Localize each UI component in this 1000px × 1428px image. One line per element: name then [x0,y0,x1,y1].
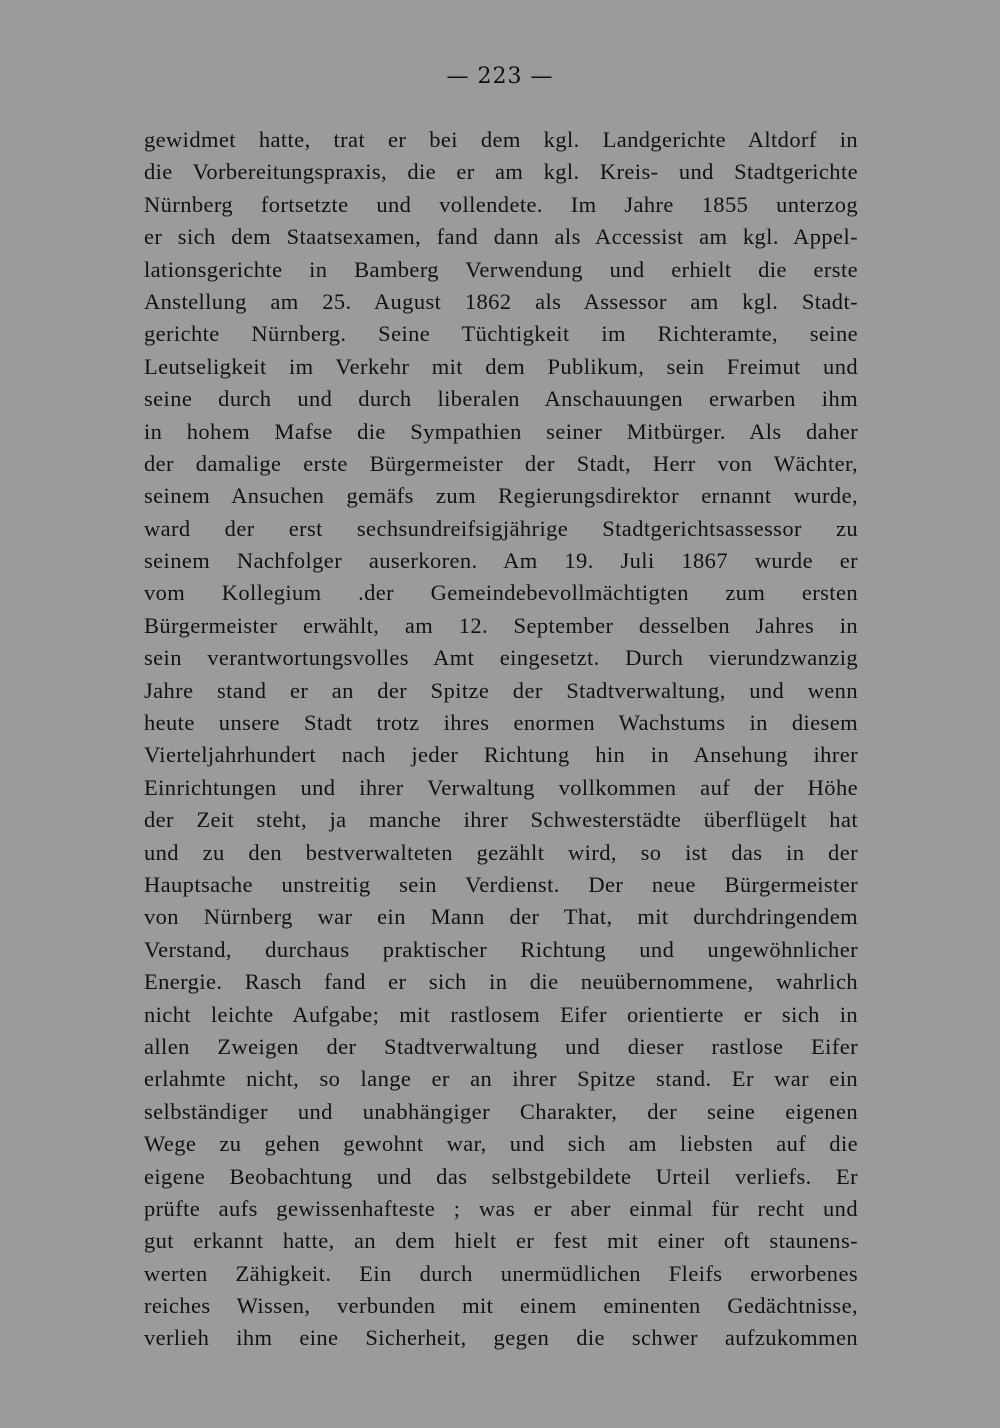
text-line: er sich dem Staatsexamen, fand dann als Accessist am kgl. Appel- [144,224,858,250]
text-line: Vierteljahrhundert nach jeder Richtung hin in Ansehung ihrer [144,742,858,768]
text-line: in hohem Mafse die Sympathien seiner Mitbürger. Als daher [144,418,858,444]
text-line: Leutseligkeit im Verkehr mit dem Publikum, sein Freimut und [144,353,858,379]
text-line: die Vorbereitungspraxis, die er am kgl. Kreis- und Stadtgerichte [144,159,858,185]
text-line: seinem Nachfolger auserkoren. Am 19. Juli 1867 wurde er [144,548,858,574]
text-line: und zu den bestverwalteten gezählt wird, so ist das in der [144,839,858,865]
body-text [144,124,858,1355]
text-line: selbständiger und unabhängiger Charakter, der seine eigenen [144,1098,858,1124]
text-line: Nürnberg fortsetzte und vollendete. Im Jahre 1855 unterzog [144,191,858,217]
text-line: nicht leichte Aufgabe; mit rastlosem Eifer orientierte er sich in [144,1001,858,1027]
text-line: Anstellung am 25. August 1862 als Assessor am kgl. Stadt- [144,288,858,314]
text-line: seinem Ansuchen gemäfs zum Regierungsdirektor ernannt wurde, [144,483,858,509]
text-line: Hauptsache unstreitig sein Verdienst. Der neue Bürgermeister [144,871,858,897]
text-line: Einrichtungen und ihrer Verwaltung vollkommen auf der Höhe [144,774,858,800]
text-line: heute unsere Stadt trotz ihres enormen Wachstums in diesem [144,710,858,736]
text-line: lationsgerichte in Bamberg Verwendung und erhielt die erste [144,256,858,282]
text-line: Wege zu gehen gewohnt war, und sich am liebsten auf die [144,1131,858,1157]
text-line: gut erkannt hatte, an dem hielt er fest mit einer oft staunens- [144,1228,858,1254]
text-line: der Zeit steht, ja manche ihrer Schwesterstädte überflügelt hat [144,807,858,833]
text-line: Energie. Rasch fand er sich in die neuübernommene, wahrlich [144,969,858,995]
text-line: eigene Beobachtung und das selbstgebildete Urteil verliefs. Er [144,1163,858,1189]
text-line: ward der erst sechsundreifsigjährige Stadtgerichtsassessor zu [144,515,858,541]
text-line: Bürgermeister erwählt, am 12. September desselben Jahres in [144,612,858,638]
page-number: — 223 — [446,64,554,89]
text-line: Jahre stand er an der Spitze der Stadtverwaltung, und wenn [144,677,858,703]
text-line: Verstand, durchaus praktischer Richtung und ungewöhnlicher [144,936,858,962]
text-line: allen Zweigen der Stadtverwaltung und dieser rastlose Eifer [144,1033,858,1059]
text-line: gerichte Nürnberg. Seine Tüchtigkeit im Richteramte, seine [144,321,858,347]
text-line: reiches Wissen, verbunden mit einem eminenten Gedächtnisse, [144,1293,858,1319]
text-line: sein verantwortungsvolles Amt eingesetzt. Durch vierundzwanzig [144,645,858,671]
text-line: erlahmte nicht, so lange er an ihrer Spitze stand. Er war ein [144,1066,858,1092]
text-line: vom Kollegium .der Gemeindebevollmächtigten zum ersten [144,580,858,606]
text-line: seine durch und durch liberalen Anschauungen erwarben ihm [144,386,858,412]
text-line: von Nürnberg war ein Mann der That, mit durchdringendem [144,904,858,930]
text-line: prüfte aufs gewissenhafteste ; was er aber einmal für recht und [144,1195,858,1221]
text-line: der damalige erste Bürgermeister der Stadt, Herr von Wächter, [144,450,858,476]
text-line: werten Zähigkeit. Ein durch unermüdlichen Fleifs erworbenes [144,1260,858,1286]
text-line: verlieh ihm eine Sicherheit, gegen die schwer aufzukommen [144,1325,858,1351]
text-line: gewidmet hatte, trat er bei dem kgl. Landgerichte Altdorf in [144,127,858,152]
